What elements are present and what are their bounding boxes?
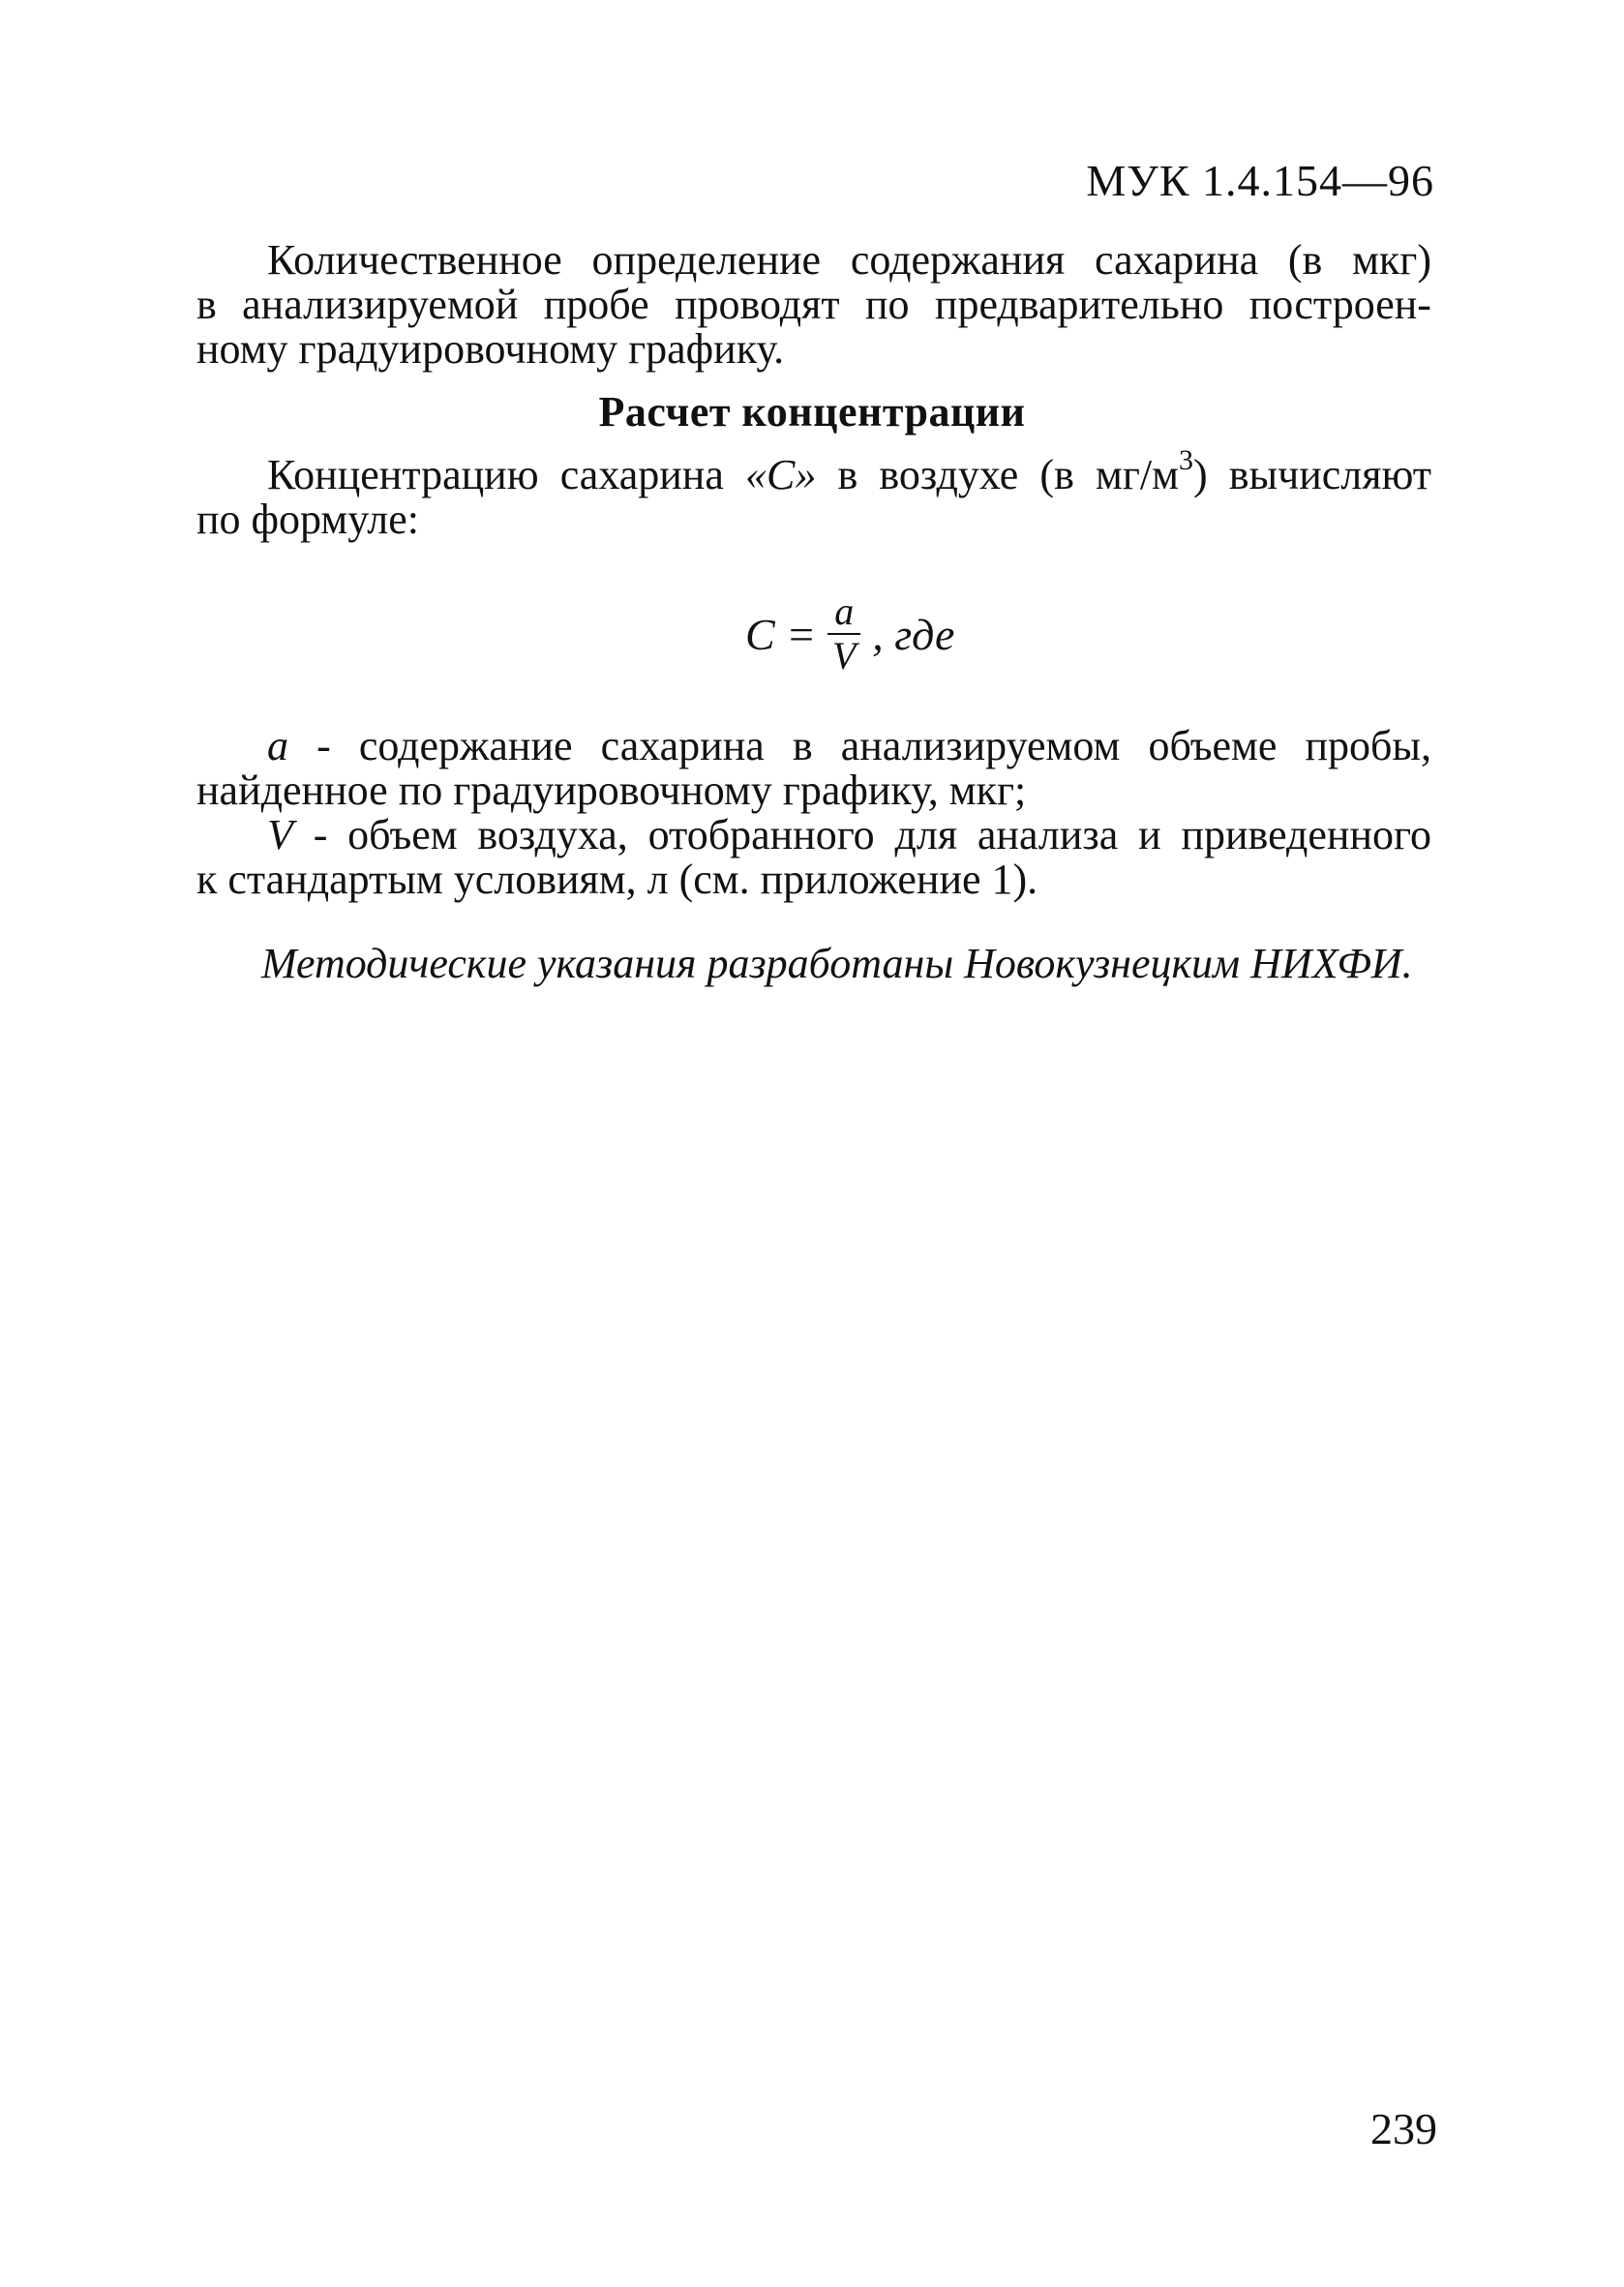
- word: (в: [1039, 451, 1074, 498]
- word: сахарина: [559, 451, 724, 498]
- word: вычисляют: [1228, 451, 1431, 498]
- paragraph1-line2: [196, 283, 1431, 327]
- closing-paren: ): [1192, 451, 1208, 498]
- paragraph-concentration: [196, 444, 1431, 543]
- word: в: [196, 281, 217, 328]
- section-title: Расчет концентрации: [598, 388, 1026, 436]
- concentration-formula: [745, 581, 954, 687]
- fraction-denominator: V: [832, 634, 857, 677]
- word: мкг): [1352, 236, 1431, 284]
- formula-lhs: C =: [745, 609, 817, 659]
- superscript: 3: [1178, 444, 1193, 476]
- word: содержание: [358, 722, 573, 769]
- word: Количественное: [267, 236, 562, 284]
- paragraph1-line1: [196, 238, 1431, 283]
- word: определение: [591, 236, 822, 284]
- word: в: [792, 722, 813, 769]
- word: Концентрацию: [267, 451, 539, 498]
- formula-suffix: , где: [872, 609, 955, 659]
- word: воздуха,: [477, 811, 628, 858]
- definition-v: [196, 813, 1431, 902]
- word: построен-: [1248, 281, 1431, 328]
- paragraph2-line1: [196, 444, 1431, 498]
- word: по: [864, 281, 910, 328]
- formula-fraction: [827, 590, 860, 677]
- word: и: [1138, 811, 1161, 858]
- methodology-credit: Методические указания разработаны Новокузнецким НИХФИ.: [261, 940, 1413, 987]
- word: в: [837, 451, 858, 498]
- paragraph-quantitative-determination: [196, 238, 1431, 372]
- paragraph2-line2: по формуле:: [196, 496, 420, 543]
- word: объеме: [1148, 722, 1278, 769]
- word: содержания: [850, 236, 1066, 284]
- word: объем: [347, 811, 458, 858]
- word: пробы,: [1305, 722, 1431, 769]
- word: отобранного: [647, 811, 875, 858]
- word: сахарина: [1095, 236, 1259, 284]
- paragraph1-line3: ному градуировочному графику.: [196, 325, 785, 373]
- definition-a: [196, 724, 1431, 813]
- definition-a-line2: найденное по градуировочному графику, мкг;: [196, 767, 1027, 814]
- word: приведенного: [1181, 811, 1431, 858]
- fraction-numerator: a: [834, 589, 855, 633]
- word: предварительно: [934, 281, 1224, 328]
- definition-v-line2: к стандартым условиям, л (см. приложение 1).: [196, 856, 1038, 903]
- word: анализа: [977, 811, 1119, 858]
- word: анализируемом: [840, 722, 1121, 769]
- word: сахарина: [600, 722, 765, 769]
- word: пробе: [543, 281, 649, 328]
- word: (в: [1287, 236, 1323, 284]
- word: воздухе: [879, 451, 1019, 498]
- word: -: [316, 722, 331, 769]
- word: анализируемой: [242, 281, 519, 328]
- symbol-a: a: [267, 722, 288, 769]
- symbol-v: V: [267, 811, 293, 858]
- word: -: [313, 811, 328, 858]
- word: проводят: [674, 281, 840, 328]
- definition-v-line1: [196, 813, 1431, 858]
- definition-a-line1: [196, 724, 1431, 768]
- document-code: МУК 1.4.154—96: [1086, 156, 1434, 205]
- page-number: 239: [1370, 2104, 1437, 2153]
- word: для: [894, 811, 958, 858]
- unit-mg-m3: [1095, 444, 1208, 498]
- symbol-c: «С»: [745, 451, 817, 498]
- unit-text: мг/м: [1095, 451, 1179, 498]
